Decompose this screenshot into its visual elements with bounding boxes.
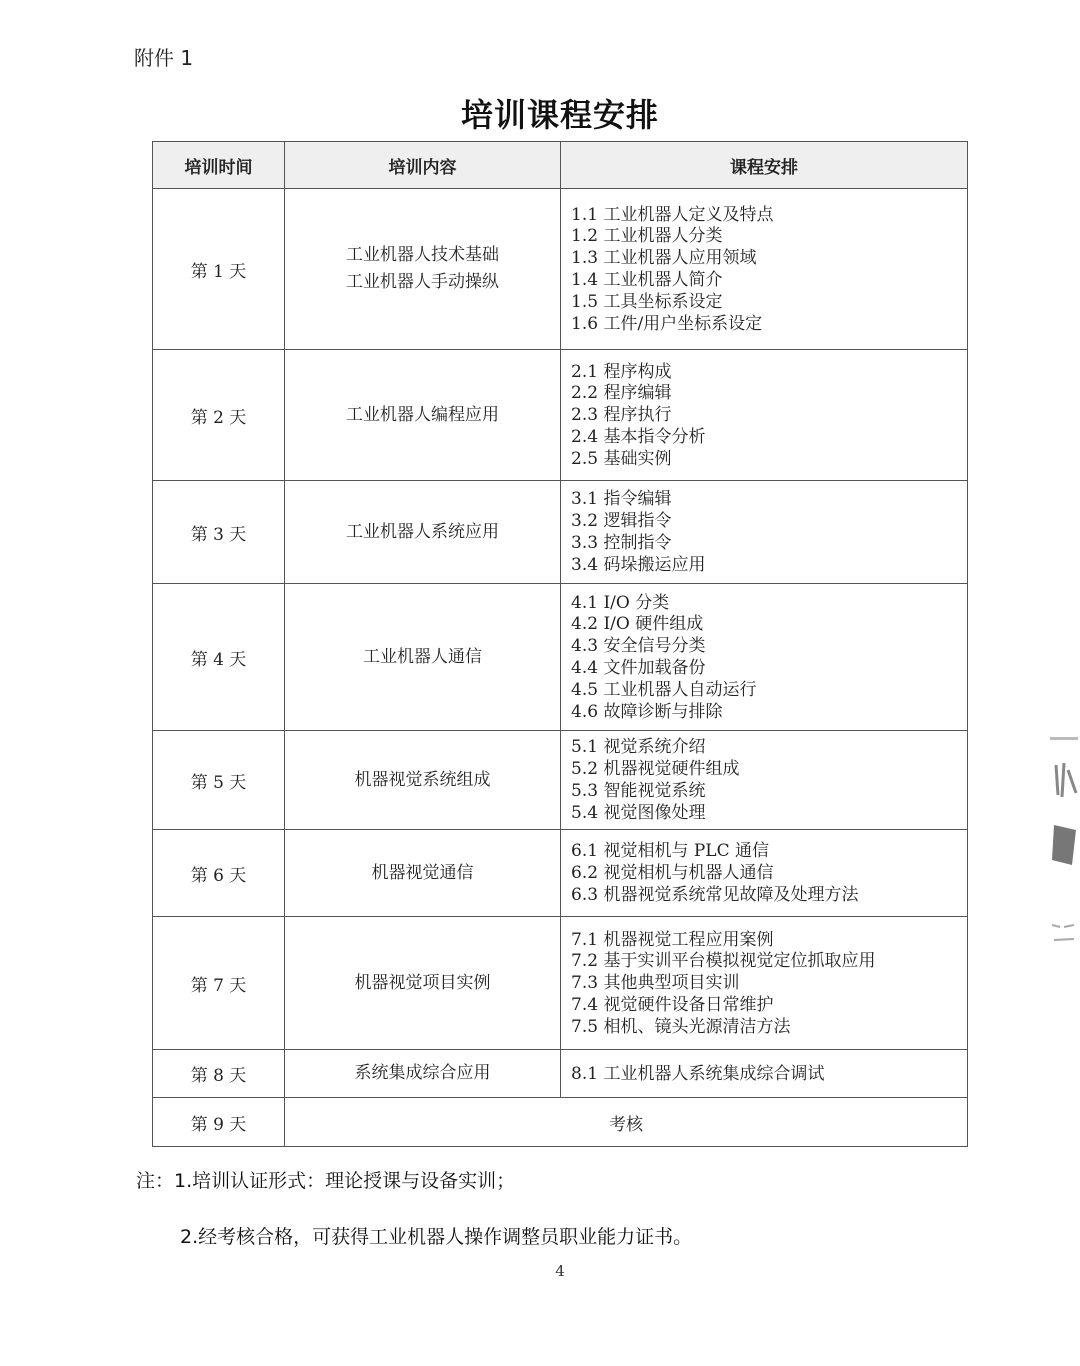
day-cell: 第 1 天 <box>153 189 285 350</box>
schedule-item: 5.3 智能视觉系统 <box>571 781 706 801</box>
content-cell <box>285 830 561 917</box>
schedule-item: 1.3 工业机器人应用领域 <box>571 248 757 269</box>
day-cell: 第 4 天 <box>153 584 285 731</box>
schedule-item: 1.5 工具坐标系设定 <box>571 291 723 312</box>
schedule-cell <box>561 731 968 830</box>
table-row <box>153 917 968 1050</box>
schedule-item: 4.3 安全信号分类 <box>571 636 706 657</box>
content-line: 机器视觉系统组成 <box>354 769 491 790</box>
content-cell <box>285 481 561 584</box>
schedule-item: 1.6 工件/用户坐标系设定 <box>571 313 763 334</box>
schedule-item: 2.5 基础实例 <box>571 448 672 469</box>
content-line: 机器视觉项目实例 <box>354 972 491 993</box>
table-row-exam <box>153 1098 968 1147</box>
day-cell: 第 9 天 <box>153 1098 285 1147</box>
schedule-item: 7.1 机器视觉工程应用案例 <box>571 929 774 950</box>
table-row <box>153 189 968 350</box>
content-cell <box>285 350 561 481</box>
attachment-label: 附件 1 <box>134 46 194 70</box>
schedule-item: 7.4 视觉硬件设备日常维护 <box>571 994 774 1015</box>
schedule-item: 1.1 工业机器人定义及特点 <box>571 204 774 225</box>
schedule-item: 1.4 工业机器人简介 <box>571 270 723 290</box>
content-cell <box>285 189 561 350</box>
schedule-item: 3.3 控制指令 <box>571 533 672 553</box>
schedule-item: 1.2 工业机器人分类 <box>571 226 723 247</box>
schedule-item: 5.4 视觉图像处理 <box>571 802 706 823</box>
page-title: 培训课程安排 <box>460 96 659 134</box>
schedule-item: 2.1 程序构成 <box>571 361 672 382</box>
schedule-cell <box>561 350 968 481</box>
schedule-item: 4.1 I/O 分类 <box>571 592 670 613</box>
content-line: 工业机器人手动操纵 <box>346 272 499 292</box>
schedule-cell <box>561 481 968 584</box>
schedule-item: 4.5 工业机器人自动运行 <box>571 679 757 700</box>
table-row <box>153 1050 968 1098</box>
schedule-item: 5.2 机器视觉硬件组成 <box>571 759 740 780</box>
header-row <box>153 142 968 189</box>
note-1: 注：1.培训认证形式：理论授课与设备实训； <box>136 1170 516 1192</box>
schedule-item: 4.2 I/O 硬件组成 <box>571 614 704 635</box>
schedule-item: 4.4 文件加载备份 <box>571 658 706 678</box>
content-cell <box>285 731 561 830</box>
content-line: 机器视觉通信 <box>371 862 474 883</box>
table-row <box>153 830 968 917</box>
schedule-item: 6.2 视觉相机与机器人通信 <box>571 863 774 884</box>
schedule-item: 3.2 逻辑指令 <box>571 511 672 532</box>
day-cell: 第 3 天 <box>153 481 285 584</box>
page-number: 4 <box>555 1262 565 1280</box>
day-cell: 第 2 天 <box>153 350 285 481</box>
schedule-cell <box>561 1050 968 1098</box>
schedule-item: 3.1 指令编辑 <box>571 489 672 510</box>
schedule-item: 5.1 视觉系统介绍 <box>571 737 706 758</box>
table-row <box>153 731 968 830</box>
schedule-item: 6.3 机器视觉系统常见故障及处理方法 <box>571 884 859 905</box>
table-row <box>153 584 968 731</box>
day-cell: 第 6 天 <box>153 830 285 917</box>
schedule-item: 2.3 程序执行 <box>571 405 672 426</box>
schedule-cell <box>561 917 968 1050</box>
content-line: 工业机器人系统应用 <box>346 521 499 542</box>
schedule-cell <box>561 584 968 731</box>
schedule-item: 7.3 其他典型项目实训 <box>571 973 740 994</box>
table-row <box>153 481 968 584</box>
schedule-cell <box>561 189 968 350</box>
schedule-item: 7.5 相机、镜头光源清洁方法 <box>571 1016 791 1037</box>
note-2: 2.经考核合格，可获得工业机器人操作调整员职业能力证书。 <box>180 1226 693 1248</box>
header-day: 培训时间 <box>153 142 285 189</box>
day-cell: 第 5 天 <box>153 731 285 830</box>
content-line: 工业机器人编程应用 <box>346 404 499 425</box>
header-schedule: 课程安排 <box>561 142 968 189</box>
day-cell: 第 8 天 <box>153 1050 285 1098</box>
content-line: 工业机器人技术基础 <box>346 245 499 265</box>
content-line: 工业机器人通信 <box>363 646 482 667</box>
schedule-item: 8.1 工业机器人系统集成综合调试 <box>571 1063 825 1084</box>
content-cell <box>285 917 561 1050</box>
schedule-item: 3.4 码垛搬运应用 <box>571 554 706 575</box>
schedule-table <box>152 141 968 1147</box>
content-cell <box>285 584 561 731</box>
header-content: 培训内容 <box>285 142 561 189</box>
exam-cell: 考核 <box>285 1098 968 1147</box>
schedule-item: 7.2 基于实训平台模拟视觉定位抓取应用 <box>571 951 876 972</box>
content-cell <box>285 1050 561 1098</box>
schedule-item: 6.1 视觉相机与 PLC 通信 <box>571 841 769 862</box>
schedule-cell <box>561 830 968 917</box>
schedule-item: 2.4 基本指令分析 <box>571 426 706 447</box>
schedule-item: 4.6 故障诊断与排除 <box>571 701 723 722</box>
content-line: 系统集成综合应用 <box>354 1063 491 1083</box>
table-row <box>153 350 968 481</box>
day-cell: 第 7 天 <box>153 917 285 1050</box>
scan-edge-artifact <box>1046 735 1080 955</box>
schedule-item: 2.2 程序编辑 <box>571 383 672 404</box>
